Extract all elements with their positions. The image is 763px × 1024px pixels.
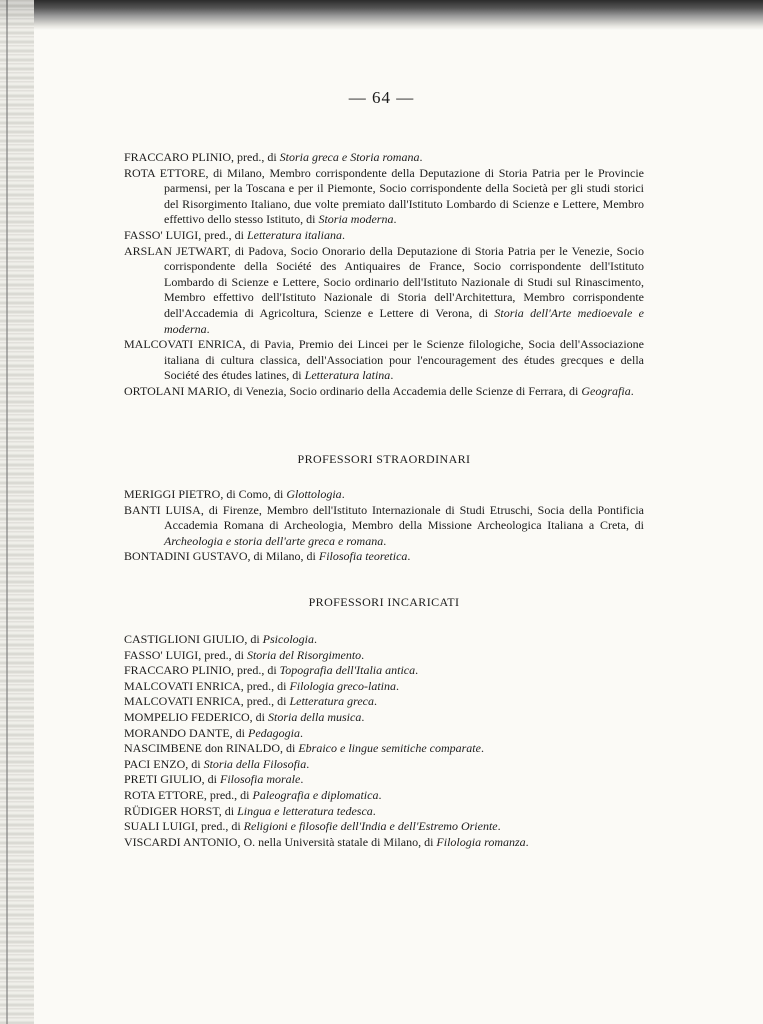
entry-end: . xyxy=(206,321,210,336)
entry-description: , pred., di xyxy=(240,678,290,693)
entry-name: FRACCARO PLINIO xyxy=(124,663,232,678)
entry-subject: Religioni e filosofie dell'India e dell'Estremo Oriente xyxy=(243,819,498,834)
entry-end: . xyxy=(361,647,365,662)
entry-description: , di Milano, di xyxy=(247,549,319,564)
faculty-entry xyxy=(124,166,644,228)
entry-end: . xyxy=(378,787,382,802)
entry-name: FASSO' LUIGI xyxy=(124,647,199,662)
entry-subject: Psicologia xyxy=(262,632,314,646)
straordinari-list xyxy=(124,487,644,565)
entry-subject: Geografia xyxy=(581,383,631,398)
entry-description: , di xyxy=(229,725,249,740)
entry-name: MALCOVATI ENRICA xyxy=(124,337,243,352)
entry-name: MORANDO DANTE xyxy=(124,725,230,740)
entry-subject: Pedagogia xyxy=(248,725,301,740)
entry-end: . xyxy=(361,709,365,724)
entry-subject: Archeologia e storia dell'arte greca e romana xyxy=(164,533,384,548)
entry-description: , di xyxy=(185,756,204,771)
entry-subject: Storia moderna xyxy=(318,212,394,227)
entry-description: , pred., di xyxy=(195,819,244,834)
faculty-entry xyxy=(124,228,644,244)
entry-end: . xyxy=(313,632,317,646)
faculty-entry xyxy=(124,679,644,695)
entry-name: BONTADINI GUSTAVO xyxy=(124,549,248,564)
entry-description: , di Venezia, Socio ordinario della Accademia delle Scienze di Ferrara, di xyxy=(227,383,582,398)
entry-subject: Ebraico e lingue semitiche comparate xyxy=(298,741,481,756)
faculty-entry xyxy=(124,819,644,835)
entry-name: MALCOVATI ENRICA xyxy=(124,694,241,709)
entry-subject: Filosofia morale xyxy=(220,772,301,787)
entry-name: ORTOLANI MARIO xyxy=(124,383,228,398)
ordinari-list xyxy=(124,150,644,400)
entry-name: SUALI LUIGI xyxy=(124,819,195,834)
entry-name: FASSO' LUIGI xyxy=(124,227,199,242)
faculty-entry xyxy=(124,663,644,679)
entry-end: . xyxy=(525,834,529,849)
entry-description: , pred., di xyxy=(231,663,280,678)
entry-description: , pred., di xyxy=(203,787,253,802)
section-title-incaricati: PROFESSORI INCARICATI xyxy=(308,595,460,609)
entry-name: ROTA ETTORE xyxy=(124,165,206,180)
faculty-entry xyxy=(124,150,644,166)
entry-name: FRACCARO PLINIO xyxy=(124,150,232,164)
entry-end: . xyxy=(390,368,394,383)
entry-subject: Paleografia e diplomatica xyxy=(252,787,379,802)
faculty-entry xyxy=(124,549,644,565)
section-title-straordinari: PROFESSORI STRAORDINARI xyxy=(297,452,471,466)
entry-name: VISCARDI ANTONIO xyxy=(124,834,238,849)
entry-end: . xyxy=(630,383,634,398)
entry-subject: Storia del Risorgimento xyxy=(246,647,362,662)
entry-subject: Filosofia teoretica xyxy=(318,549,408,564)
incaricati-list xyxy=(124,632,644,850)
entry-end: . xyxy=(383,533,387,548)
faculty-entry xyxy=(124,648,644,664)
faculty-entry xyxy=(124,487,644,503)
entry-end: . xyxy=(419,150,423,164)
entry-description: , di Firenze, Membro dell'Istituto Internazionale di Studi Etruschi, Socia della Pontificia Accademia Romana di Archeologia, Membro della Missione Archeologica Italiana a Creta, di xyxy=(164,502,644,533)
faculty-entry xyxy=(124,632,644,648)
entry-subject: Glottologia xyxy=(286,487,342,501)
entry-subject: Letteratura latina xyxy=(304,368,391,383)
entry-end: . xyxy=(372,803,376,818)
entry-description: , di Milano, Membro corrispondente della Deputazione di Storia Patria per le Provincie parmensi, per la Toscana e per il Piemonte, Socio corrispondente della Società per gli studi storici del Risorgimento Italiano, due volte premiato dall'Istituto Lombardo di Scienze e Lettere, Membro effettivo dello stesso Istituto, di xyxy=(164,165,644,227)
scan-top-edge xyxy=(0,0,763,30)
entry-subject: Topografia dell'Italia antica xyxy=(279,663,416,678)
faculty-entry xyxy=(124,804,644,820)
entry-description: , pred., di xyxy=(240,694,290,709)
entry-end: . xyxy=(407,549,411,564)
entry-end: . xyxy=(374,694,377,709)
entry-description: , di xyxy=(244,632,263,646)
entry-subject: Lingua e letteratura tedesca xyxy=(237,803,373,818)
entry-description: , di Como, di xyxy=(220,487,287,501)
faculty-entry xyxy=(124,788,644,804)
entry-end: . xyxy=(306,756,310,771)
entry-description: , O. nella Università statale di Milano, di xyxy=(237,834,437,849)
entry-description: , pred., di xyxy=(198,227,247,242)
entry-end: . xyxy=(300,725,304,740)
entry-end: . xyxy=(300,772,304,787)
entry-name: RÜDIGER HORST xyxy=(124,803,219,818)
faculty-entry xyxy=(124,694,644,710)
entry-description: , di xyxy=(201,772,220,787)
entry-name: BANTI LUISA xyxy=(124,502,201,517)
entry-name: ARSLAN JETWART xyxy=(124,243,228,258)
page-number: — 64 — xyxy=(348,88,415,107)
entry-description: , di xyxy=(249,709,269,724)
entry-name: MOMPELIO FEDERICO xyxy=(124,709,250,724)
entry-name: PRETI GIULIO xyxy=(124,772,202,787)
entry-description: , di xyxy=(218,803,238,818)
entry-name: MERIGGI PIETRO xyxy=(124,487,221,501)
faculty-entry xyxy=(124,503,644,550)
entry-subject: Letteratura greca xyxy=(289,694,374,709)
entry-subject: Filologia greco-latina xyxy=(289,678,396,693)
entry-end: . xyxy=(393,212,397,227)
faculty-entry xyxy=(124,337,644,384)
faculty-entry xyxy=(124,244,644,338)
entry-end: . xyxy=(480,741,484,756)
entry-end: . xyxy=(341,487,345,501)
entry-subject: Storia della musica xyxy=(268,709,362,724)
entry-name: ROTA ETTORE xyxy=(124,787,204,802)
entry-description: , di Padova, Socio Onorario della Deputazione di Storia Patria per le Venezie, Socio corrispondente della Société des Antiquaires de France, Socio corrispondente dell'Istituto Lombardo di Scienze e Lettere, Socio ordinario dell'Istituto Nazionale di Studi sul Rinascimento, Membro effettivo dell'Istituto Nazionale di Storia dell'Architettura, Membro corrispondente dell'Accademia di Agricoltura, Scienze e Lettere di Verona, di xyxy=(164,243,644,320)
entry-description: , di xyxy=(280,741,299,756)
faculty-entry xyxy=(124,757,644,773)
entry-name: CASTIGLIONI GIULIO xyxy=(124,632,245,646)
entry-end: . xyxy=(497,819,501,834)
entry-end: . xyxy=(341,227,345,242)
entry-end: . xyxy=(415,663,419,678)
entry-subject: Letteratura italiana xyxy=(246,227,342,242)
entry-description: , di Pavia, Premio dei Lincei per le Scienze filologiche, Socia dell'Associazione italiana di cultura classica, dell'Association pour l'encouragement des études grecques e della Société des études latines, di xyxy=(164,337,644,383)
faculty-entry xyxy=(124,710,644,726)
entry-subject: Filologia romanza xyxy=(436,834,526,849)
faculty-entry xyxy=(124,726,644,742)
faculty-entry xyxy=(124,835,644,851)
entry-name: MALCOVATI ENRICA xyxy=(124,678,241,693)
entry-name: PACI ENZO xyxy=(124,756,186,771)
scan-binding-edge xyxy=(0,0,34,1024)
entry-subject: Storia greca e Storia romana xyxy=(279,150,420,164)
faculty-entry xyxy=(124,384,644,400)
faculty-entry xyxy=(124,772,644,788)
entry-end: . xyxy=(396,678,399,693)
entry-description: , pred., di xyxy=(231,150,280,164)
entry-name: NASCIMBENE don RINALDO xyxy=(124,741,280,756)
faculty-entry xyxy=(124,741,644,757)
entry-subject: Storia dell'Arte medioevale e moderna xyxy=(164,305,644,336)
entry-description: , pred., di xyxy=(198,647,247,662)
entry-subject: Storia della Filosofia xyxy=(203,756,307,771)
